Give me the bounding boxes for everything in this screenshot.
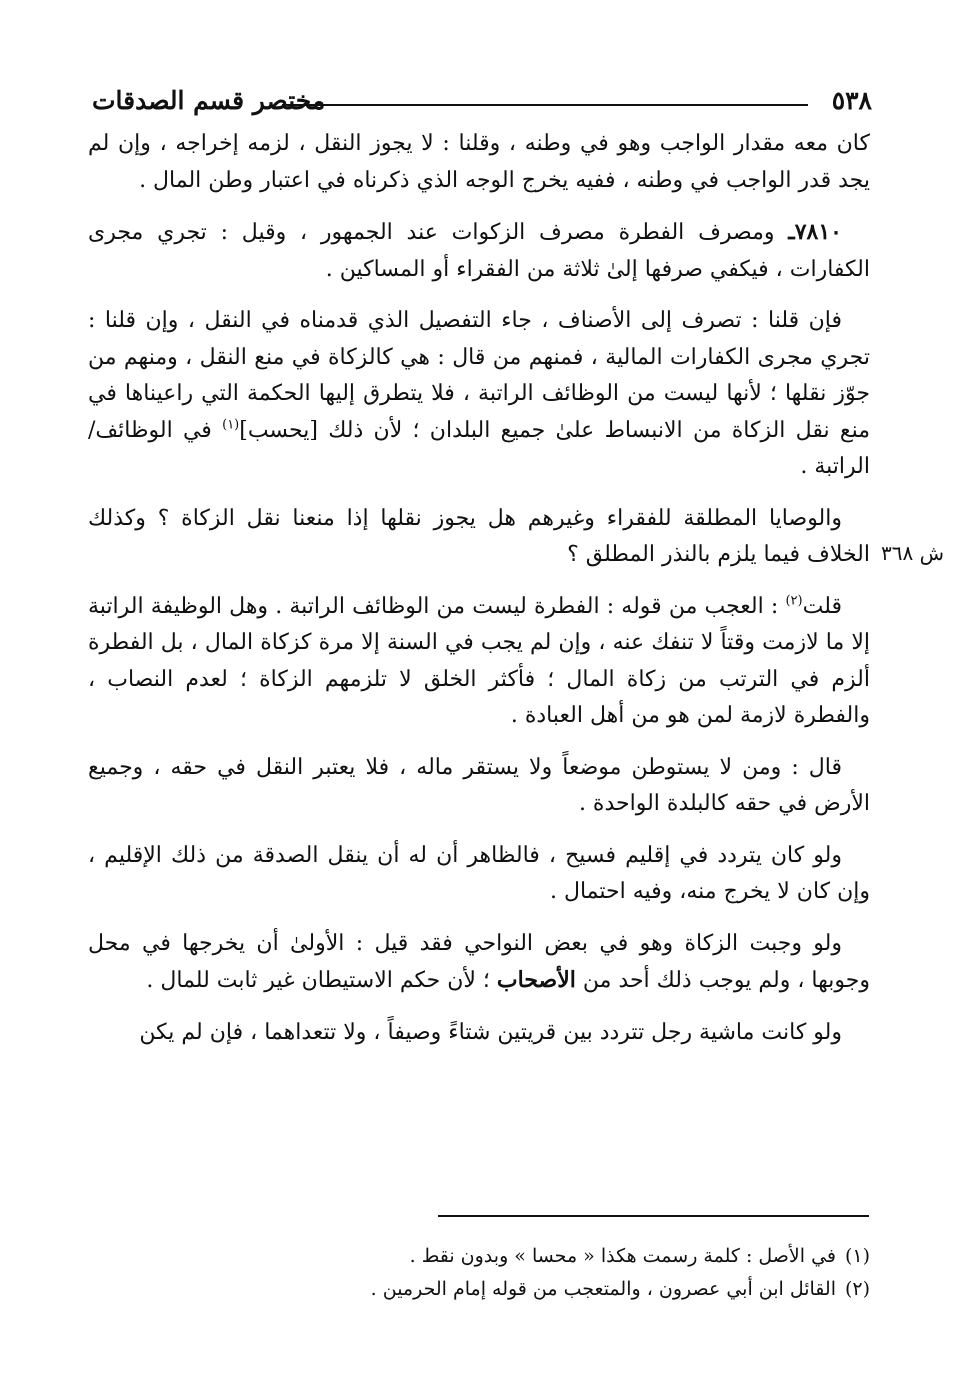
paragraph-text: كان معه مقدار الواجب وهو في وطنه ، وقلنا : لا يجوز النقل ، لزمه إخراجه ، وإن لم يجد قدر الواجب في وطنه ، ففيه يخرج الوجه الذي ذكرناه في اعتبار وطن المال . bbox=[88, 131, 870, 193]
paragraph-continuation bbox=[88, 126, 870, 199]
paragraph-with-bold-term bbox=[88, 926, 870, 1000]
header-rule bbox=[282, 104, 808, 106]
footnote-number: (٢) bbox=[844, 1278, 870, 1300]
paragraph-text: قال : ومن لا يستوطن موضعاً ولا يستقر ماله ، فلا يعتبر النقل في حقه ، وجميع الأرض في حقه كالبلدة الواحدة . bbox=[88, 754, 870, 816]
paragraph bbox=[88, 838, 870, 911]
numbered-paragraph bbox=[88, 214, 870, 288]
paragraph-text-before-footnote: قلت bbox=[802, 593, 842, 619]
paragraph-text-after-footnote: في الوظائف/ الراتبة . bbox=[88, 417, 870, 479]
bold-term: الأصحاب bbox=[496, 967, 576, 993]
paragraph-with-footnote-one bbox=[88, 303, 870, 486]
footnote-reference-one: (١) bbox=[222, 417, 240, 433]
footnote-item bbox=[320, 1273, 870, 1306]
main-text bbox=[88, 126, 870, 1066]
paragraph bbox=[88, 750, 870, 823]
paragraph-text-after-footnote: : العجب من قوله : الفطرة ليست من الوظائف الراتبة . وهل الوظيفة الراتبة إلا ما لازمت وقتاً لا تنفك عنه ، وإن لم يجب في السنة إلا مرة كزكاة المال ، بل الفطرة ألزم في الترتب من زكاة المال ؛ فأكثر الخلق لا تلزمهم الزكاة ؛ لعدم النصاب ، والفطرة لازمة لمن هو من أهل العبادة . bbox=[88, 593, 870, 728]
footnote-reference-two: (٢) bbox=[785, 593, 803, 609]
paragraph-text: ولو كانت ماشية رجل تتردد بين قريتين شتاءً وصيفاً ، ولا تتعداهما ، فإن لم يكن bbox=[139, 1019, 842, 1045]
page-header bbox=[92, 82, 872, 122]
paragraph-number: ٧٨١٠ـ bbox=[788, 219, 842, 245]
paragraph-text: ومصرف الفطرة مصرف الزكوات عند الجمهور ، وقيل : تجري مجرى الكفارات ، فيكفي صرفها إلىٰ ثلاثة من الفقراء أو المساكين . bbox=[88, 220, 870, 282]
page-number: ٥٣٨ bbox=[831, 86, 872, 115]
paragraph-text-after-bold: ؛ لأن حكم الاستيطان غير ثابت للمال . bbox=[146, 968, 497, 993]
paragraph bbox=[88, 501, 870, 574]
manuscript-page-marker: ش ٣٦٨ bbox=[880, 541, 944, 565]
footnote-text: القائل ابن أبي عصرون ، والمتعجب من قوله إمام الحرمين . bbox=[370, 1278, 836, 1300]
paragraph-text-before-bold: ولو وجبت الزكاة وهو في بعض النواحي فقد قيل : الأولىٰ أن يخرجها في محل وجوبها ، ولم يوجب ذلك أحد من bbox=[88, 930, 870, 993]
footnote-text: في الأصل : كلمة رسمت هكذا « محسا » وبدون نقط . bbox=[409, 1245, 836, 1267]
footnotes bbox=[320, 1240, 870, 1306]
paragraph-text: ولو كان يتردد في إقليم فسيح ، فالظاهر أن له أن ينقل الصدقة من ذلك الإقليم ، وإن كان لا يخرج منه، وفيه احتمال . bbox=[88, 842, 870, 904]
running-title: مختصر قسم الصدقات bbox=[92, 86, 326, 115]
paragraph-with-footnote-two bbox=[88, 589, 870, 735]
paragraph-continuing-next-page bbox=[88, 1015, 870, 1052]
footnote-number: (١) bbox=[844, 1245, 870, 1267]
footnote-separator bbox=[438, 1215, 869, 1217]
footnote-item bbox=[320, 1240, 870, 1273]
paragraph-text: والوصايا المطلقة للفقراء وغيرهم هل يجوز نقلها إذا منعنا نقل الزكاة ؟ وكذلك الخلاف فيما يلزم بالنذر المطلق ؟ bbox=[88, 505, 870, 567]
paragraph-text-before-footnote: فإن قلنا : تصرف إلى الأصناف ، جاء التفصيل الذي قدمناه في النقل ، وإن قلنا : تجري مجرى الكفارات المالية ، فمنهم من قال : هي كالزكاة في منع النقل ، ومنهم من جوّز نقلها ؛ لأنها ليست من الوظائف الراتبة ، فلا يتطرق إليها الحكمة التي راعيناها في منع نقل الزكاة من الانبساط علىٰ جميع البلدان ؛ لأن ذلك [يحسب] bbox=[88, 308, 870, 443]
